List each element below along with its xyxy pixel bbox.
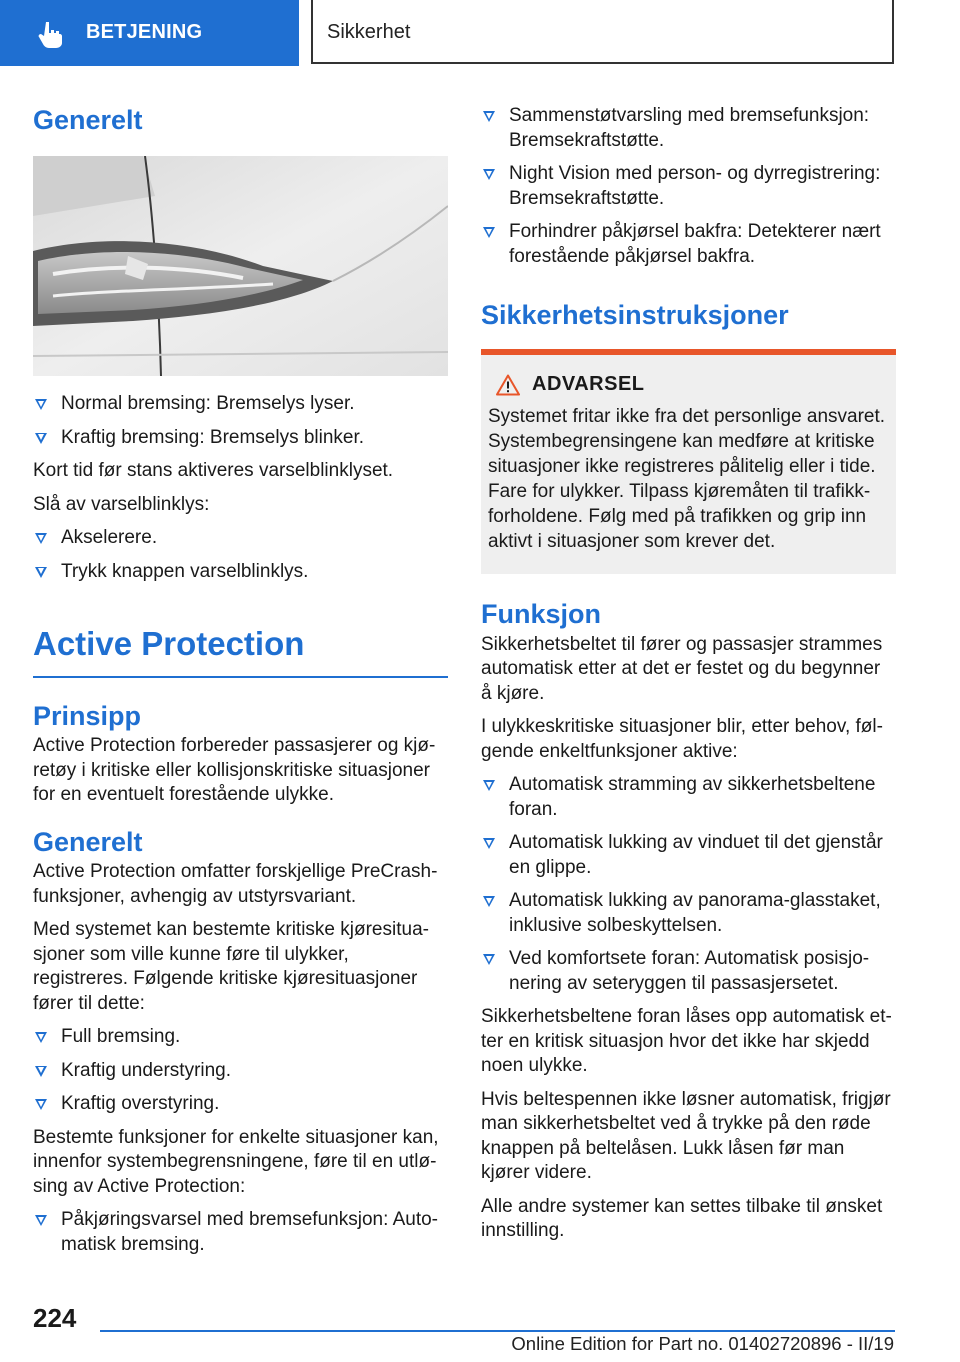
- triangle-down-outline-icon: [483, 227, 495, 238]
- triangle-down-outline-icon: [35, 433, 47, 444]
- triangle-down-outline-icon: [35, 1215, 47, 1226]
- header-section-label: Sikkerhet: [327, 21, 411, 43]
- section-title-funksjon: Funksjon: [481, 599, 601, 630]
- paragraph: I ulykkeskritiske situasjoner blir, etter behov, føl-gende enkeltfunksjoner aktive:: [481, 716, 883, 762]
- paragraph: Kort tid før stans aktiveres varselblinklyset.: [33, 460, 394, 482]
- triangle-down-outline-icon: [483, 111, 495, 122]
- footer-rule: [100, 1330, 895, 1332]
- list-item: Automatisk lukking av panorama-glasstaket, inklusive solbeskyttelsen.: [481, 889, 896, 938]
- triangle-down-outline-icon: [483, 169, 495, 180]
- function-list: [481, 773, 896, 996]
- paragraph: Hvis beltespennen ikke løsner automatisk, frigjør man sikkerhetsbeltet ved å trykke på den røde knappen på beltelåsen. Lukk låsen før man kjører videre.: [481, 1088, 891, 1184]
- section-title-sikkerhetsinstruksjoner: Sikkerhetsinstruksjoner: [481, 300, 789, 330]
- page-number: 224: [33, 1303, 77, 1333]
- header-section: [311, 0, 894, 64]
- list-item: Kraftig understyring.: [33, 1059, 448, 1084]
- critical-situations-list: [33, 1025, 448, 1117]
- paragraph: Sikkerhetsbeltene foran låses opp automatisk et-ter en kritisk situasjon hvor det ikke har skjedd noen ulykke.: [481, 1006, 892, 1077]
- triangle-down-outline-icon: [35, 533, 47, 544]
- right-column: [481, 104, 896, 1244]
- tail-light-photo: [33, 156, 448, 376]
- list-item: Kraftig overstyring.: [33, 1092, 448, 1117]
- triangle-down-outline-icon: [483, 954, 495, 965]
- warning-box: [481, 349, 896, 574]
- paragraph: Bestemte funksjoner for enkelte situasjoner kan, innenfor systembegrensningene, føre til en utlø-sing av Active Protection:: [33, 1126, 439, 1197]
- triangle-down-outline-icon: [35, 1099, 47, 1110]
- footer-edition-text: Online Edition for Part no. 01402720896 - II/19: [511, 1333, 894, 1354]
- list-item: Full bremsing.: [33, 1025, 448, 1050]
- warning-header: [488, 373, 888, 396]
- chapter-title: Active Protection: [33, 625, 305, 663]
- triangle-down-outline-icon: [483, 780, 495, 791]
- list-item: Trykk knappen varselblinklys.: [33, 560, 448, 585]
- section-title-generelt: Generelt: [33, 105, 143, 135]
- section-title-prinsipp: Prinsipp: [33, 700, 142, 731]
- paragraph: Active Protection omfatter forskjellige PreCrash-funksjoner, avhengig av utstyrsvariant.: [33, 861, 438, 907]
- warning-text: Systemet fritar ikke fra det personlige ansvaret. Systembegrensingene kan medføre at kritiske situasjoner ikke registreres pålitelig eller i tide. Fare for ulykker. Tilpass kjøremåten til trafikk-forholdene. Følg med på trafikken og grip inn aktivt i situasjoner som krever det.: [488, 406, 886, 553]
- hazard-off-list: [33, 526, 448, 584]
- section-title-generelt-2: Generelt: [33, 826, 143, 857]
- header-tab-label: BETJENING: [86, 21, 203, 43]
- list-item: Sammenstøtvarsling med bremsefunksjon: Bremsekraftstøtte.: [481, 104, 896, 153]
- chapter-rule: [33, 676, 448, 678]
- list-item: Automatisk stramming av sikkerhetsbeltene foran.: [481, 773, 896, 822]
- pointing-hand-icon: [36, 20, 64, 48]
- triangle-down-outline-icon: [35, 1066, 47, 1077]
- list-item: Normal bremsing: Bremselys lyser.: [33, 392, 448, 417]
- header-tab: [0, 0, 299, 66]
- triangle-down-outline-icon: [35, 399, 47, 410]
- warning-label: ADVARSEL: [532, 373, 645, 396]
- list-item: Påkjøringsvarsel med bremsefunksjon: Auto-matisk bremsing.: [33, 1208, 448, 1257]
- precrash-list-continued: [481, 104, 896, 269]
- left-column: [33, 96, 448, 1257]
- triangle-down-outline-icon: [35, 1032, 47, 1043]
- list-item: Kraftig bremsing: Bremselys blinker.: [33, 426, 448, 451]
- paragraph: Med systemet kan bestemte kritiske kjøresitua-sjoner som ville kunne føre til ulykker, registreres. Følgende kritiske kjøresituasjoner fører til dette:: [33, 919, 429, 1014]
- paragraph: Active Protection forbereder passasjerer og kjø-retøy i kritiske eller kollisjonskritiske situasjoner for en eventuelt forestående ulykke.: [33, 735, 436, 806]
- precrash-list: [33, 1208, 448, 1257]
- triangle-down-outline-icon: [35, 567, 47, 578]
- list-item: Forhindrer påkjørsel bakfra: Detekterer nært forestående påkjørsel bakfra.: [481, 220, 896, 269]
- list-item: Akselerere.: [33, 526, 448, 551]
- triangle-down-outline-icon: [483, 838, 495, 849]
- warning-triangle-icon: [496, 374, 520, 396]
- brake-light-list: [33, 392, 448, 450]
- paragraph: Slå av varselblinklys:: [33, 493, 210, 515]
- triangle-down-outline-icon: [483, 896, 495, 907]
- paragraph: Alle andre systemer kan settes tilbake til ønsket innstilling.: [481, 1195, 883, 1242]
- list-item: Night Vision med person- og dyrregistrering: Bremsekraftstøtte.: [481, 162, 896, 211]
- list-item: Ved komfortsete foran: Automatisk posisjo-nering av seteryggen til passasjersetet.: [481, 947, 896, 996]
- paragraph: Sikkerhetsbeltet til fører og passasjer strammes automatisk etter at det er festet og du begynner å kjøre.: [481, 633, 883, 704]
- list-item: Automatisk lukking av vinduet til det gjenstår en glippe.: [481, 831, 896, 880]
